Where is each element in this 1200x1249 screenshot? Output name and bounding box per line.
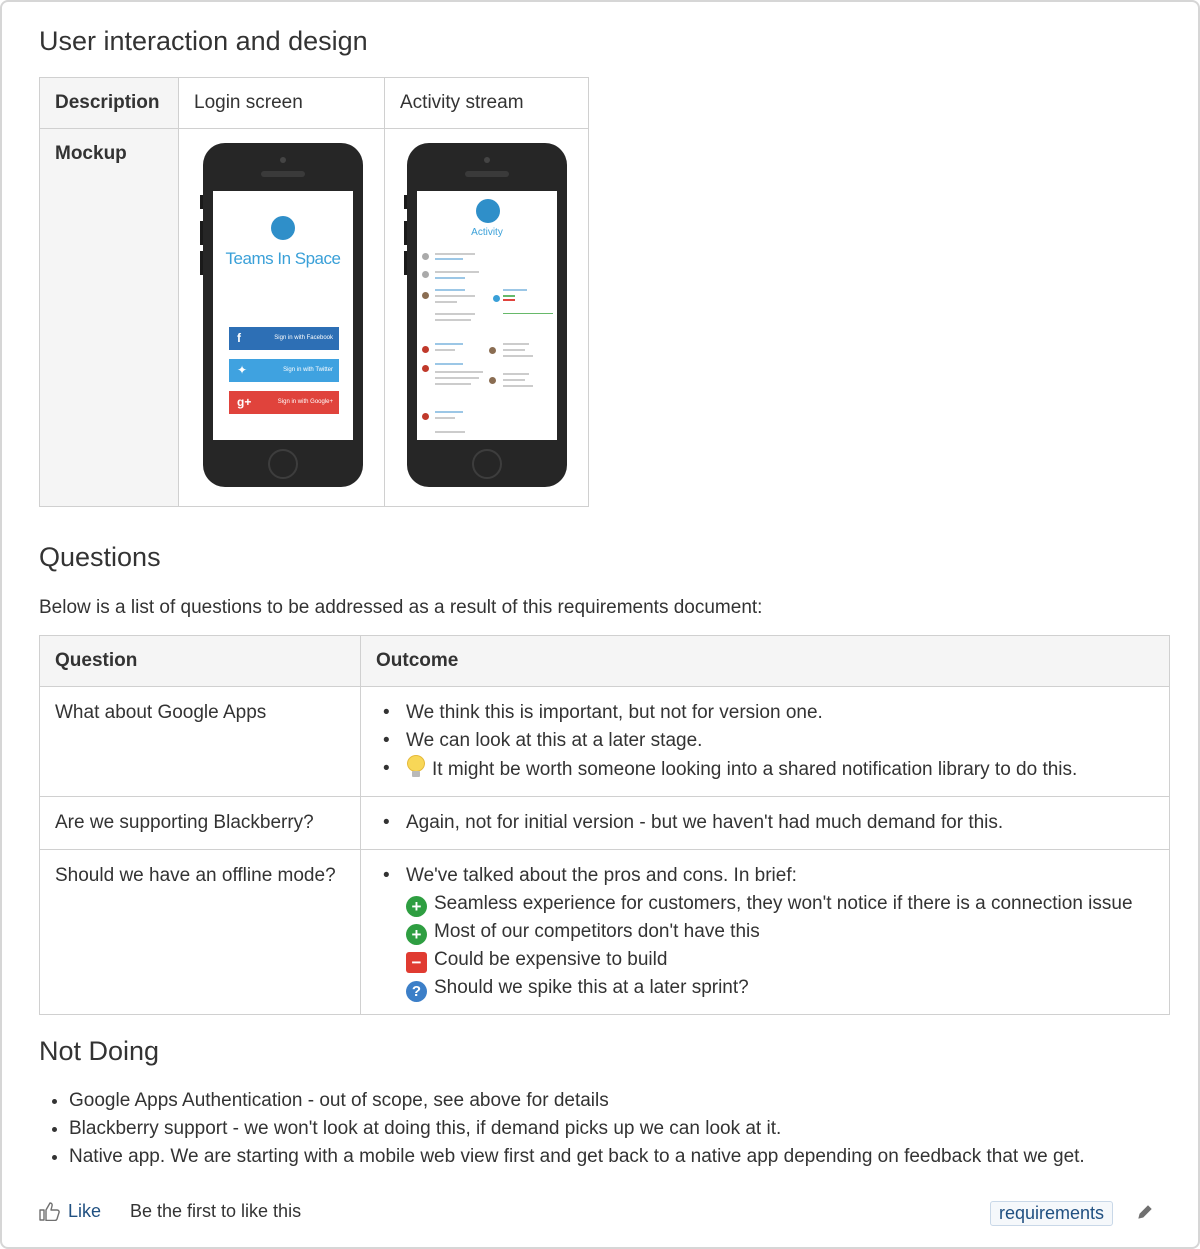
feed-item [435,277,465,279]
thumbs-up-icon[interactable] [39,1201,61,1221]
login-screen-display [213,191,353,440]
feed-item [503,385,533,387]
feed-item [435,431,465,433]
feed-item [503,349,525,351]
camera-icon [484,157,490,163]
phone-button [404,221,407,245]
table-row [40,797,1170,850]
outcome-cell [361,797,1170,850]
list-item: • Native app. We are starting with a mobile web view first and get back to a native app depending on feedback that we get. [69,1143,1085,1171]
app-title: Teams In Space [225,249,341,268]
feed-item [435,383,471,385]
column-header-outcome: Outcome [361,636,1170,687]
not-doing-list [69,1087,1085,1171]
detail-text: Seamless experience for customers, they won't notice if there is a connection issue [434,893,1133,914]
like-button[interactable]: Like [68,1201,102,1221]
lightbulb-icon [406,755,426,779]
feed-avatar [422,253,429,260]
speaker-icon [261,171,305,177]
google-signin-label: Sign in with Google+ [277,399,333,405]
table-row [40,687,1170,797]
feed-item [435,343,463,345]
outcome-text: We think this is important, but not for version one. [406,702,823,723]
question-item [376,974,1154,1002]
label-requirements[interactable]: requirements [990,1201,1113,1226]
phone-button [200,251,203,275]
col-login-screen: Login screen [179,78,385,129]
feed-item [435,289,465,291]
feed-item [435,411,463,413]
feed-item [435,301,457,303]
feed-avatar [489,377,496,384]
activity-title: Activity [471,227,503,238]
description-label: Description [40,78,179,129]
pro-item [376,918,1154,946]
feed-item [435,295,475,297]
detail-text: Could be expensive to build [434,949,668,970]
feed-item [503,379,525,381]
feed-avatar [422,292,429,299]
outcome-cell [361,850,1170,1015]
list-item: • We think this is important, but not for version one. [383,702,823,723]
question-icon: ? [406,981,427,1002]
phone-button [404,251,407,275]
plus-icon: + [406,924,427,945]
page-footer [39,1198,1170,1228]
feed-item [503,299,515,301]
feed-item [435,371,483,373]
list-item: • It might be worth someone looking into a shared notification library to do this. [376,755,1154,784]
table-row [40,850,1170,1015]
activity-mockup-image[interactable] [407,143,567,487]
facebook-signin-label: Sign in with Facebook [274,335,333,341]
google-signin-button [229,391,339,414]
table-row [40,129,589,507]
activity-screen-display [417,191,557,440]
con-item [376,946,1154,974]
feed-avatar [422,346,429,353]
phone-button [200,221,203,245]
feed-item [503,295,515,297]
outcome-text: We've talked about the pros and cons. In brief: [406,865,797,886]
feed-item [435,349,455,351]
phone-button [200,195,203,209]
facebook-signin-button [229,327,339,350]
mockup-table [39,77,589,507]
feed-item [435,253,475,255]
feed-avatar [493,295,500,302]
question-cell: What about Google Apps [40,687,361,797]
heading-questions: Questions [39,542,161,572]
outcome-text: It might be worth someone looking into a shared notification library to do this. [432,759,1078,780]
plus-icon: + [406,896,427,917]
login-mockup-image[interactable] [203,143,363,487]
speaker-icon [465,171,509,177]
twitter-icon: ✦ [237,363,248,377]
outcome-text: Again, not for initial version - but we haven't had much demand for this. [406,812,1004,833]
pencil-icon[interactable] [1137,1204,1153,1220]
feed-item [435,258,463,260]
list-item: • Blackberry support - we won't look at doing this, if demand picks up we can look at it. [69,1115,1085,1143]
question-cell: Should we have an offline mode? [40,850,361,1015]
table-row [40,78,589,129]
heading-not-doing: Not Doing [39,1036,160,1066]
google-plus-icon: g+ [237,395,252,409]
outcome-cell [361,687,1170,797]
list-item: • We can look at this at a later stage. [383,730,703,751]
feed-avatar [422,271,429,278]
detail-text: Should we spike this at a later sprint? [434,977,749,998]
twitter-signin-label: Sign in with Twitter [283,367,333,373]
feed-item [503,289,527,291]
rocket-logo-icon [271,216,295,240]
twitter-signin-button [229,359,339,382]
questions-table [39,635,1170,1015]
phone-button [404,195,407,209]
minus-icon: − [406,952,427,973]
heading-user-interaction: User interaction and design [39,26,368,56]
home-button-icon [472,449,502,479]
feed-item [435,363,463,365]
list-item: • Google Apps Authentication - out of scope, see above for details [69,1087,1085,1115]
feed-item [503,355,533,357]
feed-item [435,319,471,321]
list-item: • We've talked about the pros and cons. In brief: [383,865,797,886]
question-cell: Are we supporting Blackberry? [40,797,361,850]
camera-icon [280,157,286,163]
table-header-row [40,636,1170,687]
list-item: • Again, not for initial version - but we haven't had much demand for this. [383,812,1004,833]
feed-avatar [422,413,429,420]
activity-mockup-cell [385,129,589,507]
home-button-icon [268,449,298,479]
feed-avatar [489,347,496,354]
feed-item [435,313,475,315]
pro-item [376,890,1154,918]
feed-avatar [422,365,429,372]
facebook-icon: f [237,331,241,345]
col-activity-stream: Activity stream [385,78,589,129]
like-status-text: Be the first to like this [130,1201,302,1221]
feed-item [503,343,529,345]
rocket-logo-icon [476,199,500,223]
detail-text: Most of our competitors don't have this [434,921,760,942]
column-header-question: Question [40,636,361,687]
outcome-text: We can look at this at a later stage. [406,730,703,751]
feed-item [435,417,455,419]
mockup-label: Mockup [40,129,179,507]
questions-intro: Below is a list of questions to be addressed as a result of this requirements document: [39,597,763,618]
login-mockup-cell [179,129,385,507]
feed-chart [503,313,553,314]
feed-item [435,271,479,273]
feed-item [435,377,479,379]
feed-item [503,373,529,375]
